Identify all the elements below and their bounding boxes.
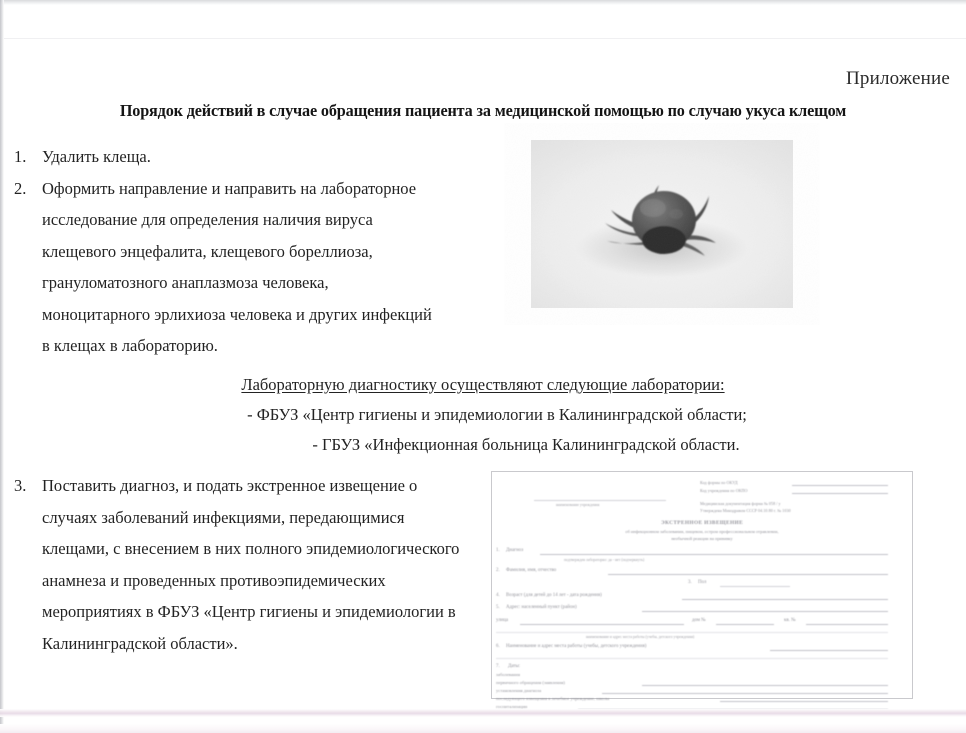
laboratories-heading: Лабораторную диагностику осуществляют следующие лаборатории: xyxy=(241,375,725,394)
instruction-list-part-two xyxy=(14,470,514,659)
list-item-line: Удалить клеща. xyxy=(42,147,151,166)
list-item-line: Оформить направление и направить на лабораторное xyxy=(42,178,417,198)
laboratories-heading-wrap xyxy=(0,370,966,400)
form-field-number: 7. xyxy=(496,664,500,669)
form-field-number: 6. xyxy=(496,644,500,649)
form-okud-code-label: Код формы по ОКУД xyxy=(700,480,738,485)
form-field-label-address: Адрес: населенный пункт (район) xyxy=(506,605,577,610)
form-field-number: 3. xyxy=(688,580,692,585)
form-field-number: 5. xyxy=(496,605,500,610)
list-item xyxy=(14,173,514,362)
form-rule xyxy=(520,624,684,625)
list-item-line: клещами, с внесением в них полного эпидемиологического xyxy=(42,539,460,558)
form-rule xyxy=(716,624,774,625)
scan-edge-hairline xyxy=(4,38,966,39)
list-item xyxy=(14,470,514,659)
form-rule xyxy=(608,574,888,575)
form-field-label-street: улица xyxy=(496,618,509,623)
list-item-line: случаях заболеваний инфекциями, передающимися xyxy=(42,507,405,527)
form-institution-caption: наименование учреждения xyxy=(556,503,600,507)
emergency-notification-form-content xyxy=(492,472,912,709)
scan-edge-bottom-fade xyxy=(0,724,966,733)
list-item-body xyxy=(42,141,514,173)
form-okpo-code-label: Код учреждения по ОКПО xyxy=(700,488,748,493)
form-subtitle-line-1: об инфекционном заболевании, пищевом, остром профессиональном отравлении, xyxy=(625,529,779,534)
list-item-body xyxy=(42,470,514,659)
form-field-label-first-visit-date: первичного обращения (заявления) xyxy=(496,680,565,685)
laboratories-block xyxy=(0,370,966,460)
form-rule xyxy=(540,554,888,555)
list-item-line: мероприятиях в ФБУЗ «Центр гигиены и эпидемиологии в xyxy=(42,602,456,621)
form-field-number: 2. xyxy=(496,568,500,573)
form-rule xyxy=(720,586,790,587)
form-field-number: 4. xyxy=(496,593,500,598)
list-item-line: в клещах в лабораторию. xyxy=(42,336,218,355)
emergency-notification-form-image xyxy=(491,471,913,709)
tick-photograph xyxy=(531,140,793,308)
form-field-number: 1. xyxy=(496,548,500,553)
form-rule xyxy=(642,685,888,686)
form-rule xyxy=(682,599,888,600)
form-field-label-dates: Даты: xyxy=(508,664,521,669)
scan-edge-bottom xyxy=(0,709,966,717)
list-item-number: 1. xyxy=(14,147,27,166)
appendix-label: Приложение xyxy=(846,68,950,89)
form-rule xyxy=(496,658,888,659)
tick-photograph-graphic xyxy=(531,140,793,308)
form-field-label-fullname: Фамилия, имя, отчество xyxy=(506,568,557,573)
laboratory-item: - ГБУЗ «Инфекционная больница Калининградской области. xyxy=(312,435,740,454)
list-item-line: Калининградской области». xyxy=(42,633,238,653)
form-rule xyxy=(642,611,888,612)
list-item-number: 2. xyxy=(14,178,27,198)
form-rule xyxy=(792,485,888,486)
form-doc-reference-line-2: Утверждена Минздравом СССР 04.10.80 г. № 1030 xyxy=(700,508,791,513)
form-field-label-hospitalization-date: госпитализации xyxy=(496,704,528,709)
form-doc-reference-line-1: Медицинская документация форма № 058 / у xyxy=(700,501,781,506)
scan-edge-top xyxy=(0,0,966,5)
form-title: ЭКСТРЕННОЕ ИЗВЕЩЕНИЕ xyxy=(660,520,744,526)
list-item-line: Поставить диагноз, и подать экстренное извещение о xyxy=(42,476,418,495)
form-rule xyxy=(602,693,888,694)
laboratory-item: - ФБУЗ «Центр гигиены и эпидемиологии в Калининградской области; xyxy=(247,405,747,424)
form-field-label-illness-date: заболевания xyxy=(496,672,520,677)
list-item-number: 3. xyxy=(14,476,27,495)
list-item-line: исследование для определения наличия вируса xyxy=(42,210,373,229)
form-field-caption-lab-confirmed: подтвержден лабораторно: да - нет (подчеркнуть) xyxy=(564,558,645,562)
list-item xyxy=(14,141,514,173)
form-rule xyxy=(720,701,888,702)
form-field-label-age: Возраст (для детей до 14 лет - дата рождения) xyxy=(506,593,602,598)
form-field-label-house: дом № xyxy=(692,618,706,623)
form-rule xyxy=(806,624,888,625)
instruction-list-part-one xyxy=(14,141,514,362)
form-field-caption-workplace: наименование и адрес места работы (учебы, детского учреждения) xyxy=(586,635,695,639)
form-rule xyxy=(496,632,888,633)
form-field-label-diagnosis: Диагноз xyxy=(506,548,524,553)
form-institution-rule xyxy=(534,500,666,501)
form-rule xyxy=(792,493,888,494)
list-item-line: анамнеза и проведенных противоэпидемических xyxy=(42,570,386,590)
form-field-label-workplace: Наименование и адрес места работы (учебы, детского учреждения) xyxy=(506,644,647,649)
list-item-body xyxy=(42,173,514,362)
list-item-line: клещевого энцефалита, клещевого бореллиоза, xyxy=(42,241,373,261)
form-subtitle-line-2: необычной реакции на прививку xyxy=(671,536,733,541)
list-item-line: грануломатозного анаплазмоза человека, xyxy=(42,273,329,292)
form-field-label-subsequent-notice-date: последующего извещения в лечебное учреждение, школы xyxy=(496,696,610,701)
form-rule xyxy=(770,650,888,651)
form-field-label-apartment: кв. № xyxy=(784,618,796,623)
form-field-label-diagnosis-date: установления диагноза xyxy=(496,688,542,693)
list-item-line: моноцитарного эрлихиоза человека и других инфекций xyxy=(42,304,432,324)
form-field-label-sex: Пол xyxy=(698,580,707,585)
page-title: Порядок действий в случае обращения пациента за медицинской помощью по случаю укуса клещом xyxy=(119,101,847,121)
